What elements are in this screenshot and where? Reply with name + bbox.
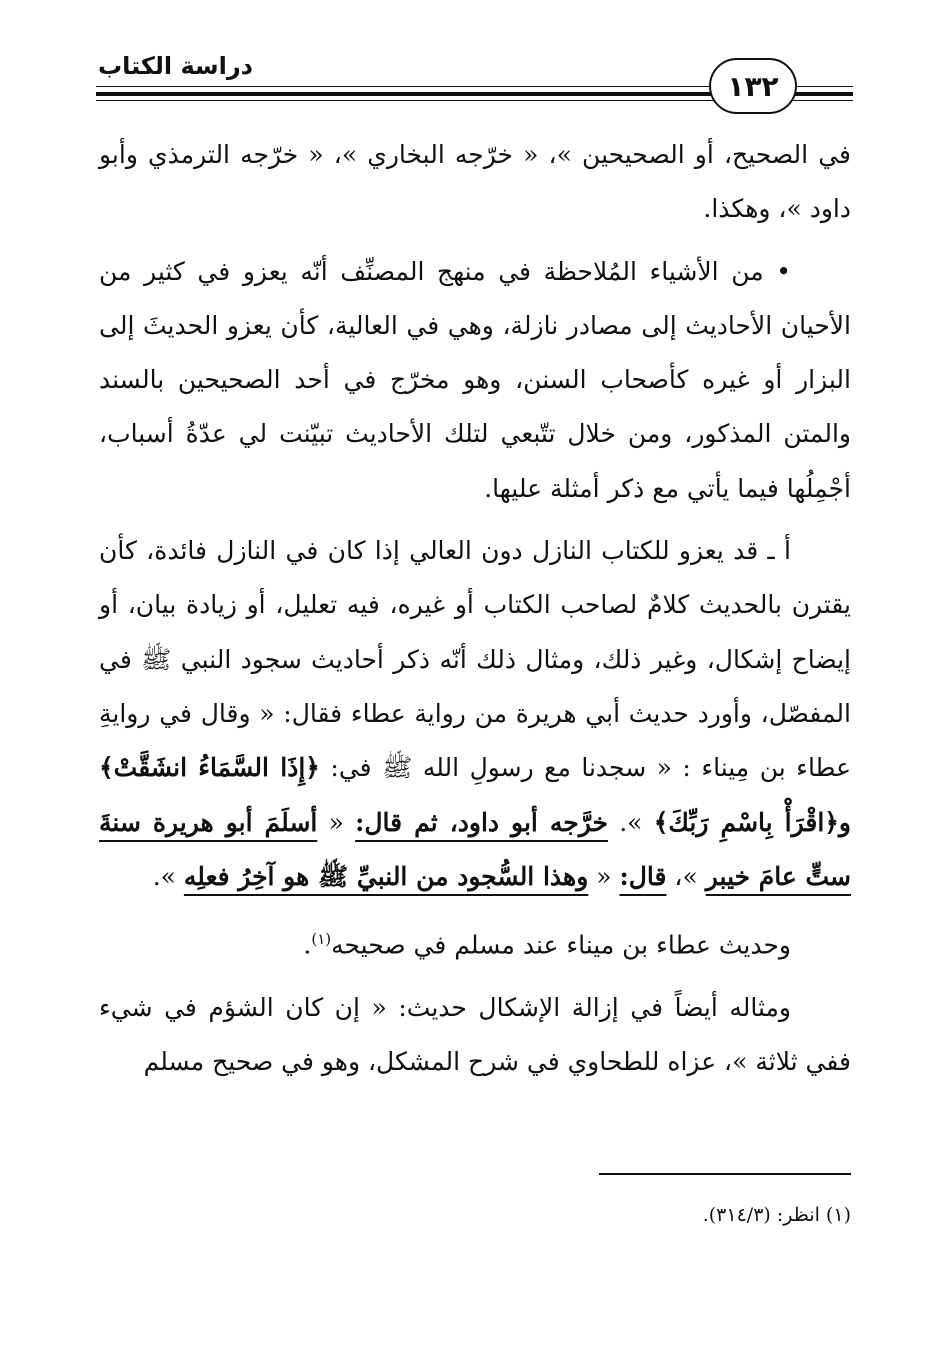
footnote-separator (599, 1173, 851, 1175)
paragraph-1: في الصحيح، أو الصحيحين »، « خرّجه البخاري »، « خرّجه الترمذي وأبو داود »، وهكذا. (99, 140, 851, 224)
page-number: ١٣٢ (709, 58, 797, 114)
paragraph-3 (99, 524, 851, 904)
abu-hurayra-quote: أسلَمَ أبو هريرة سنةَ ستٍّ عامَ خيبر (99, 807, 851, 891)
page-header (96, 40, 853, 120)
paragraph-4 (99, 912, 851, 973)
paragraph-4-end: . (303, 930, 312, 960)
abu-dawud-note: خرَّجه أبو داود، ثم قال: (355, 807, 608, 837)
running-title: دراسة الكتاب (98, 52, 253, 80)
quote-close-2: »، (666, 861, 706, 891)
paragraph-3-text: أ ـ قد يعزو للكتاب النازل دون العالي إذا كان في النازل فائدة، كأن يقترن بالحديث كلامٌ لصاحب الكتاب أو غيره، فيه تعليل، أو زيادة بيان، أو إيضاح إشكال، وغير ذلك، ومثال ذلك أنّه ذكر أحاديث سجود النبي ﷺ في المفصّل، وأورد حديث أبي هريرة من رواية عطاء فقال: « وقال في روايةِ عطاء بن مِيناء : « سجدنا مع رسولِ الله ﷺ في: (99, 536, 851, 783)
quote-close-3: ». (152, 861, 184, 891)
qala-label: قال: (619, 861, 667, 891)
paragraph-4-text: وحديث عطاء بن ميناء عند مسلم في صحيحه (331, 930, 791, 960)
main-text (99, 128, 851, 1097)
quote-open: « (317, 807, 356, 837)
quote-close: ». (607, 807, 654, 837)
last-action-quote: وهذا السُّجود من النبيِّ ﷺ هو آخِرُ فعلِه (183, 861, 589, 891)
paragraph-2: • من الأشياء المُلاحظة في منهج المصنِّف أنّه يعزو في كثير من الأحيان الأحاديث إلى مصادر نازلة، وهي في العالية، كأن يعزو الحديثَ إلى البزار أو غيره كأصحاب السنن، وهو مخرّج في أحد الصحيحين بالسند والمتن المذكور، ومن خلال تتّبعي لتلك الأحاديث تبيّنت لي عدّةُ أسباب، أجْمِلُها فيما يأتي مع ذكر أمثلة عليها. (99, 256, 851, 503)
footnote: (١) انظر: (٣١٤/٣). (702, 1204, 851, 1226)
quote-open-2: « (588, 861, 620, 891)
quran-verses: ﴿إِذَا السَّمَاءُ انشَقَّتْ﴾ و﴿اقْرَأْ بِاسْمِ رَبِّكَ﴾ (99, 753, 851, 837)
paragraph-5: ومثاله أيضاً في إزالة الإشكال حديث: « إن كان الشؤم في شيء ففي ثلاثة »، عزاه للطحاوي في شرح المشكل، وهو في صحيح مسلم (99, 992, 851, 1077)
footnote-marker: (١) (311, 930, 332, 949)
